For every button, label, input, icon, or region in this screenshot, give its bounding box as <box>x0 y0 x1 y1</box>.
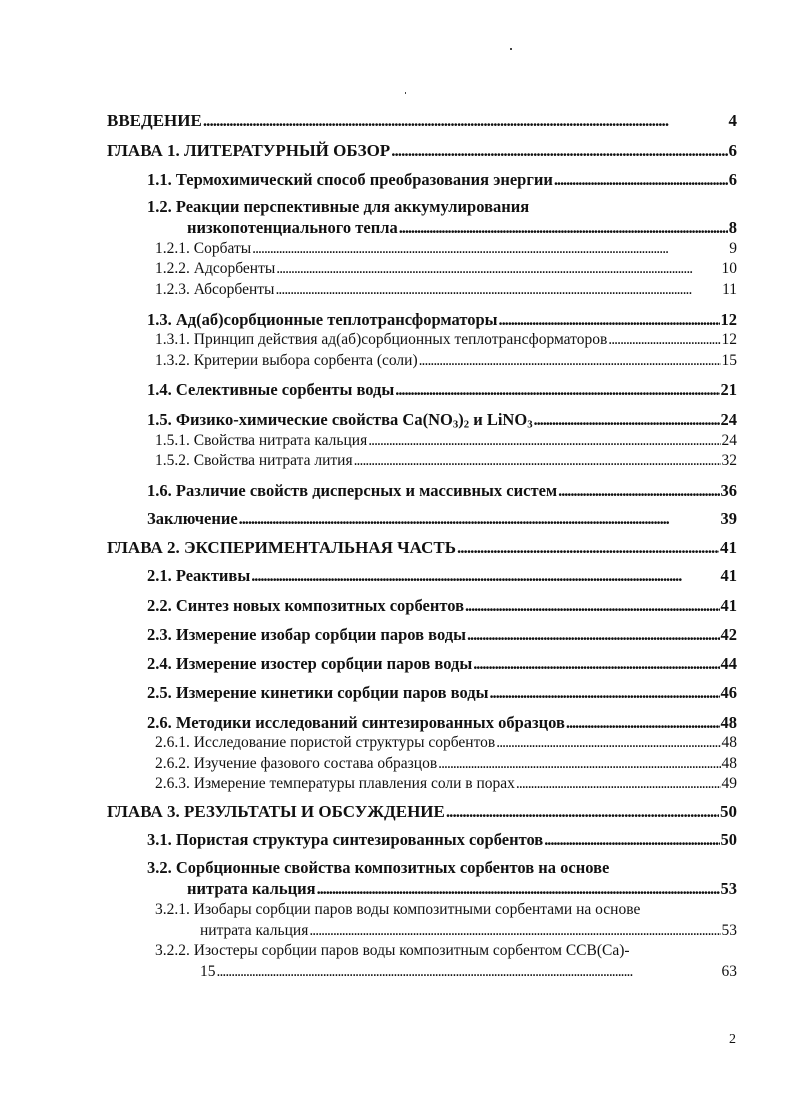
toc-entry <box>147 509 737 529</box>
toc-page-number: 6 <box>728 170 737 189</box>
toc-page-number: 10 <box>721 260 737 277</box>
toc-entry <box>147 858 737 878</box>
toc-page-number: 48 <box>721 755 737 772</box>
toc-page-number: 46 <box>720 683 737 702</box>
toc-entry <box>147 380 737 400</box>
toc-entry <box>147 310 737 330</box>
toc-entry-title: 3.2. Сорбционные свойства композитных сорбентов на основе <box>147 858 610 877</box>
toc-entry <box>107 538 737 558</box>
dot-leader <box>419 351 721 371</box>
toc-entry <box>147 566 737 586</box>
dot-leader <box>467 625 720 645</box>
toc-entry <box>155 259 737 279</box>
toc-page-number: 41 <box>720 566 737 585</box>
toc-entry-title-cont: низкопотенциального тепла <box>187 218 398 237</box>
toc-entry-title: 3.2.1. Изобары сорбции паров воды композитными сорбентами на основе <box>155 901 641 918</box>
toc-entry <box>147 654 737 674</box>
dot-leader <box>473 654 719 674</box>
toc-entry-title: 2.5. Измерение кинетики сорбции паров воды <box>147 683 489 702</box>
title-part: 1.5. Физико-химические свойства Ca(NO <box>147 410 453 429</box>
toc-entry <box>147 683 737 703</box>
toc-entry-continuation <box>187 218 737 238</box>
dot-leader <box>446 802 719 822</box>
dot-leader <box>391 141 727 161</box>
toc-entry-title-cont: нитрата кальция <box>200 921 309 939</box>
dot-leader <box>516 774 721 794</box>
dot-leader <box>489 683 719 703</box>
dot-leader <box>438 754 720 774</box>
toc-entry <box>155 774 737 794</box>
toc-page-number: 53 <box>720 879 737 898</box>
toc-page-number: 36 <box>720 481 737 500</box>
toc-entry-title: 1.4. Селективные сорбенты воды <box>147 380 395 399</box>
dot-leader <box>317 879 720 899</box>
toc-entry <box>147 625 737 645</box>
toc-page-number: 24 <box>721 432 737 449</box>
toc-page-number: 39 <box>720 509 737 528</box>
toc-page-number: 11 <box>722 281 737 298</box>
toc-entry-title: 2.4. Измерение изостер сорбции паров воды <box>147 654 473 673</box>
scan-speck <box>510 48 512 50</box>
title-part: ) <box>458 410 464 429</box>
toc-entry <box>155 431 737 451</box>
toc-entry <box>155 351 737 371</box>
dot-leader <box>252 239 728 259</box>
dot-leader <box>251 566 719 586</box>
dot-leader <box>354 451 721 471</box>
toc-entry <box>147 596 737 616</box>
toc-entry-title: 1.2.3. Абсорбенты <box>155 281 275 298</box>
toc-entry <box>155 941 737 961</box>
page-number: 2 <box>729 1032 736 1047</box>
toc-entry-title: 1.3.2. Критерии выбора сорбента (соли) <box>155 352 418 369</box>
dot-leader <box>496 733 720 753</box>
toc-entry <box>155 239 737 259</box>
toc-page-number: 32 <box>721 452 737 469</box>
toc-entry <box>147 197 737 217</box>
toc-entry-title: 3.2.2. Изостеры сорбции паров воды композитным сорбентом ССВ(Ca)- <box>155 942 630 959</box>
toc-entry-title: 1.5.2. Свойства нитрата лития <box>155 452 353 469</box>
toc-entry <box>155 754 737 774</box>
toc-page-number: 6 <box>728 141 737 160</box>
dot-leader <box>309 921 720 941</box>
toc-entry-title: 1.2.1. Сорбаты <box>155 240 252 257</box>
toc-page-number: 24 <box>720 410 737 429</box>
toc-entry-title: 1.2.2. Адсорбенты <box>155 260 276 277</box>
toc-entry-title: ГЛАВА 2. ЭКСПЕРИМЕНТАЛЬНАЯ ЧАСТЬ <box>107 538 456 557</box>
dot-leader <box>275 280 721 300</box>
dot-leader <box>368 431 720 451</box>
toc-entry-continuation <box>187 879 737 899</box>
toc-entry-title: 1.3. Ад(аб)сорбционные теплотрансформаторы <box>147 310 498 329</box>
toc-page-number: 48 <box>720 713 737 732</box>
toc-page-number: 8 <box>728 218 737 237</box>
toc-entry-title: 2.6.1. Исследование пористой структуры сорбентов <box>155 734 496 751</box>
toc-entry-title <box>147 410 533 430</box>
toc-page-number: 63 <box>721 962 737 980</box>
toc-page-number: 50 <box>720 802 737 821</box>
toc-page-number: 53 <box>721 921 737 939</box>
toc-entry <box>107 141 737 161</box>
dot-leader <box>395 380 719 400</box>
toc-entry <box>155 280 737 300</box>
toc-entry-title: 2.3. Измерение изобар сорбции паров воды <box>147 625 466 644</box>
dot-leader <box>217 962 721 982</box>
toc-entry-title: 1.1. Термохимический способ преобразования энергии <box>147 170 553 189</box>
toc-page-number: 9 <box>729 240 737 257</box>
toc-page-number: 4 <box>728 111 737 130</box>
scan-speck <box>405 92 406 94</box>
toc-entry <box>147 170 737 190</box>
toc-page-number: 12 <box>720 310 737 329</box>
dot-leader <box>534 410 720 430</box>
toc-entry-title: 2.6. Методики исследований синтезированных образцов <box>147 713 565 732</box>
dot-leader <box>399 218 728 238</box>
dot-leader <box>499 310 720 330</box>
subscript: 3 <box>452 418 459 431</box>
toc-entry <box>155 330 737 350</box>
toc-entry-title-cont: 15 <box>200 962 216 980</box>
toc-entry-title: 2.6.2. Изучение фазового состава образцов <box>155 755 438 772</box>
title-part: и LiNO <box>469 410 528 429</box>
toc-entry-title: ГЛАВА 3. РЕЗУЛЬТАТЫ И ОБСУЖДЕНИЕ <box>107 802 445 821</box>
toc-entry <box>147 410 737 430</box>
toc-entry <box>147 481 737 501</box>
toc-entry-title: 2.1. Реактивы <box>147 566 251 585</box>
toc-entry <box>155 733 737 753</box>
dot-leader <box>566 713 720 733</box>
toc-entry <box>107 802 737 822</box>
toc-entry-title: ГЛАВА 1. ЛИТЕРАТУРНЫЙ ОБЗОР <box>107 141 391 160</box>
toc-entry-title: Заключение <box>147 509 238 528</box>
dot-leader <box>276 259 720 279</box>
dot-leader <box>239 509 720 529</box>
dot-leader <box>465 596 720 616</box>
toc-entry-title: 2.6.3. Измерение температуры плавления соли в порах <box>155 775 515 792</box>
toc-page-number: 21 <box>720 380 737 399</box>
dot-leader <box>554 170 728 190</box>
toc-page-number: 44 <box>720 654 737 673</box>
toc-entry-title: 1.3.1. Принцип действия ад(аб)сорбционных теплотрансформаторов <box>155 331 608 348</box>
toc-page-number: 41 <box>720 596 737 615</box>
subscript: 3 <box>527 418 533 431</box>
toc-page-number: 41 <box>720 538 737 557</box>
toc-page-number: 12 <box>721 331 737 348</box>
dot-leader <box>544 830 719 850</box>
toc-entry-title: ВВЕДЕНИЕ <box>107 111 202 130</box>
toc-page-number: 48 <box>721 734 737 751</box>
toc-entry-title-cont: нитрата кальция <box>187 879 316 898</box>
toc-entry <box>147 713 737 733</box>
toc-entry <box>147 830 737 850</box>
toc-page-number: 50 <box>720 830 737 849</box>
toc-entry-title: 3.1. Пористая структура синтезированных сорбентов <box>147 830 544 849</box>
toc-page-number: 42 <box>720 625 737 644</box>
dot-leader <box>457 538 719 558</box>
toc-entry-title: 2.2. Синтез новых композитных сорбентов <box>147 596 464 615</box>
dot-leader <box>558 481 719 501</box>
toc-entry <box>107 111 737 131</box>
toc-entry-continuation <box>200 962 737 982</box>
toc-entry-title: 1.6. Различие свойств дисперсных и массивных систем <box>147 481 558 500</box>
toc-entry <box>155 451 737 471</box>
toc-page-number: 15 <box>721 352 737 369</box>
toc-entry-title: 1.2. Реакции перспективные для аккумулирования <box>147 197 530 216</box>
toc-page-number: 49 <box>721 775 737 792</box>
toc-entry <box>155 900 737 920</box>
subscript: 2 <box>463 418 470 431</box>
dot-leader <box>203 111 728 131</box>
dot-leader <box>608 330 720 350</box>
toc-entry-title: 1.5.1. Свойства нитрата кальция <box>155 432 368 449</box>
toc-entry-continuation <box>200 921 737 941</box>
